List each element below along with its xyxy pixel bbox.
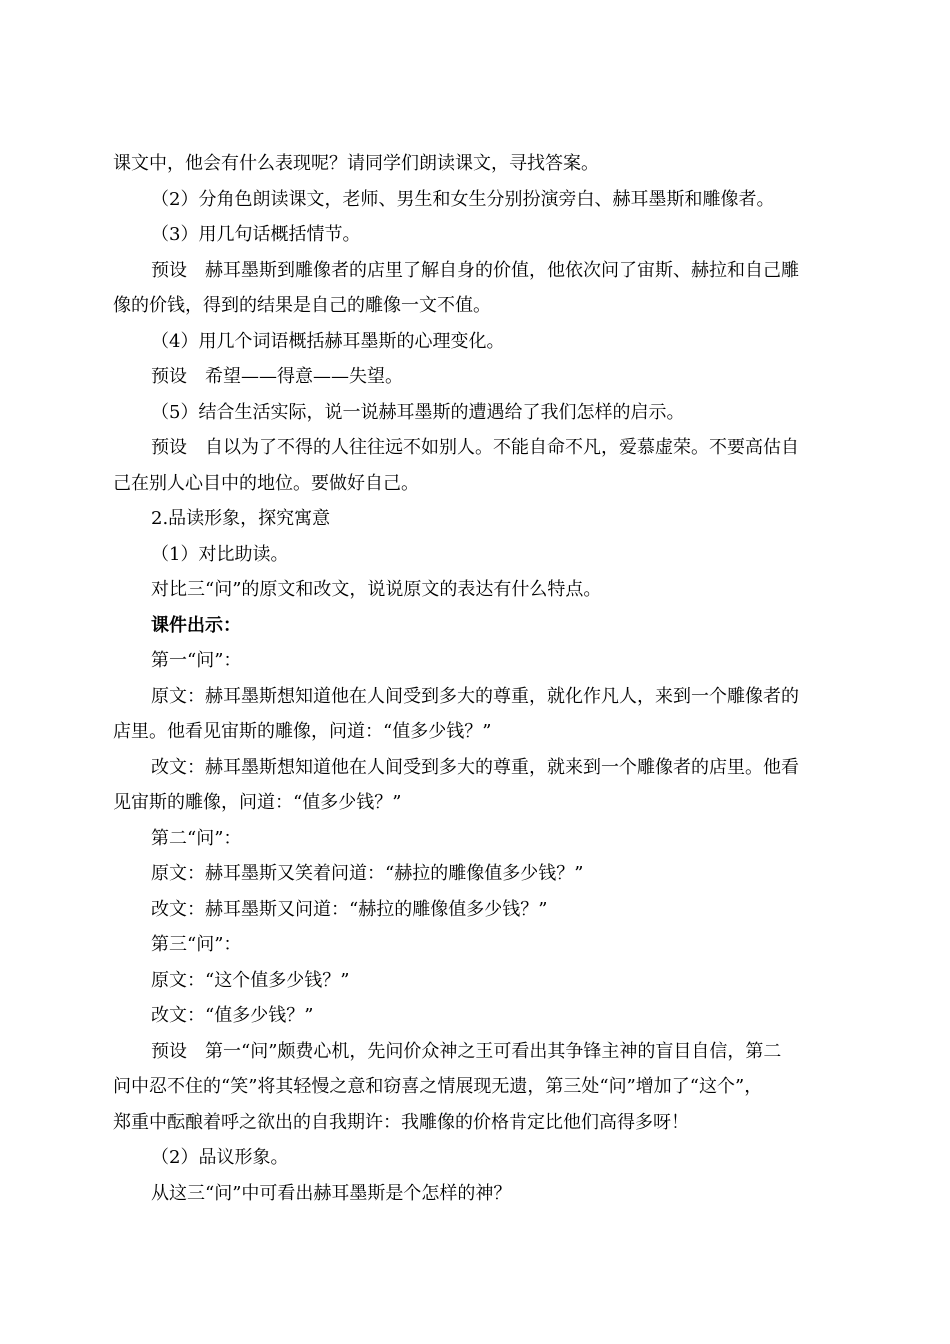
text-line: （2）分角色朗读课文，老师、男生和女生分别扮演旁白、赫耳墨斯和雕像者。 — [151, 189, 775, 210]
text-line: 问中忍不住的“笑”将其轻慢之意和窃喜之情展现无遗，第三处“问”增加了“这个”， — [113, 1076, 763, 1097]
text-line: 原文：“这个值多少钱？” — [151, 970, 350, 991]
text-line: 改文：赫耳墨斯想知道他在人间受到多大的尊重，就来到一个雕像者的店里。他看 — [151, 757, 799, 778]
text-line: 对比三“问”的原文和改文，说说原文的表达有什么特点。 — [151, 579, 602, 600]
text-line: 像的价钱，得到的结果是自己的雕像一文不值。 — [113, 295, 491, 316]
text-line: 预设 第一“问”颇费心机，先问价众神之王可看出其争锋主神的盲目自信，第二 — [151, 1041, 782, 1062]
text-line: 原文：赫耳墨斯想知道他在人间受到多大的尊重，就化作凡人，来到一个雕像者的 — [151, 686, 799, 707]
text-line: 己在别人心目中的地位。要做好自己。 — [113, 473, 419, 494]
text-line: 第二“问”： — [151, 828, 242, 849]
text-line: 第三“问”： — [151, 934, 242, 955]
text-line: （4）用几个词语概括赫耳墨斯的心理变化。 — [151, 331, 505, 352]
text-line: 预设 自以为了不得的人往往远不如别人。不能自命不凡，爱慕虚荣。不要高估自 — [151, 437, 799, 458]
text-line: 见宙斯的雕像，问道：“值多少钱？” — [113, 792, 402, 813]
text-line: 第一“问”： — [151, 650, 242, 671]
text-line: （5）结合生活实际，说一说赫耳墨斯的遭遇给了我们怎样的启示。 — [151, 402, 685, 423]
text-line: （2）品议形象。 — [151, 1147, 289, 1168]
text-line: 原文：赫耳墨斯又笑着问道：“赫拉的雕像值多少钱？” — [151, 863, 584, 884]
text-line: 预设 赫耳墨斯到雕像者的店里了解自身的价值，他依次问了宙斯、赫拉和自己雕 — [151, 260, 799, 281]
text-line: 预设 希望——得意——失望。 — [151, 366, 403, 387]
text-line: （1）对比助读。 — [151, 544, 289, 565]
section-heading: 2.品读形象，探究寓意 — [151, 508, 331, 529]
text-line: 课文中，他会有什么表现呢？请同学们朗读课文，寻找答案。 — [113, 153, 599, 174]
text-line: 店里。他看见宙斯的雕像，问道：“值多少钱？” — [113, 721, 492, 742]
text-line: 郑重中酝酿着呼之欲出的自我期许：我雕像的价格肯定比他们高得多呀！ — [113, 1112, 689, 1133]
slide-label: 课件出示： — [151, 615, 241, 636]
text-line: 改文：“值多少钱？” — [151, 1005, 314, 1026]
text-line: 改文：赫耳墨斯又问道：“赫拉的雕像值多少钱？” — [151, 899, 548, 920]
text-line: （3）用几句话概括情节。 — [151, 224, 361, 245]
text-line: 从这三“问”中可看出赫耳墨斯是个怎样的神？ — [151, 1183, 512, 1204]
